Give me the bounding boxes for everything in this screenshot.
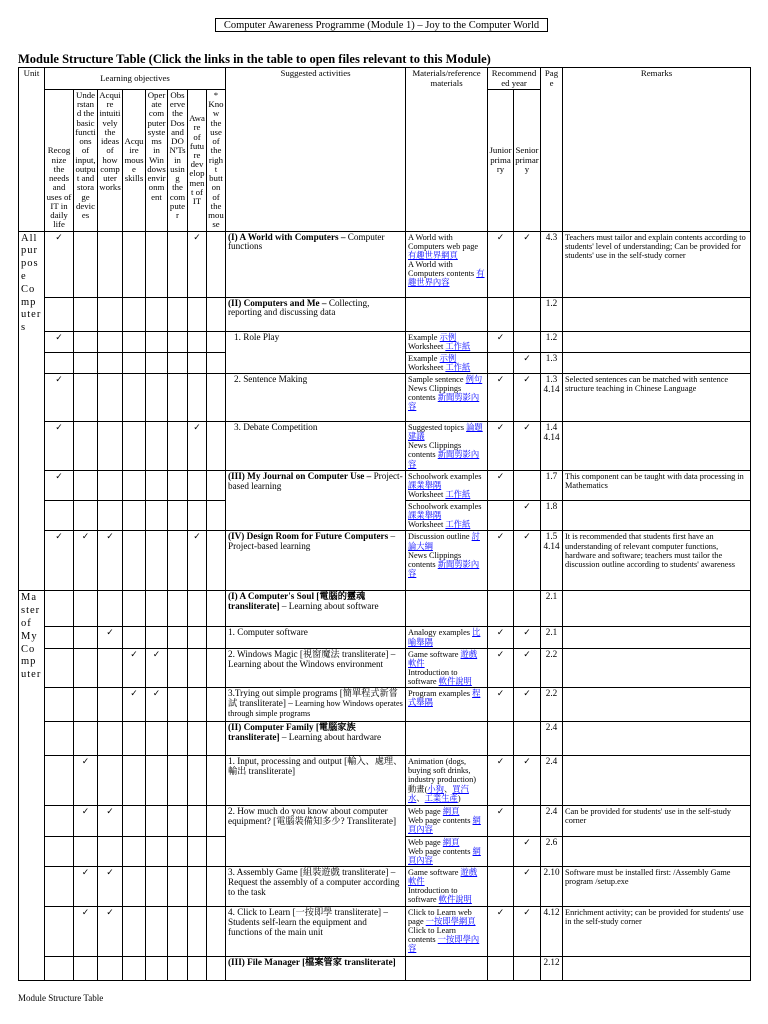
- col-header-unit: Unit: [19, 68, 45, 232]
- document-header-title: Computer Awareness Programme (Module 1) – Joy to the Computer World: [215, 18, 548, 32]
- material-link[interactable]: 有趣世界網頁: [408, 250, 458, 260]
- objective-header: Understand the basic functions of input, output and storage devices: [74, 90, 98, 232]
- activity: (IV) Design Room for Future Computers – Project-based learning: [226, 531, 406, 591]
- page-ref: 2.4: [541, 806, 563, 836]
- table-row: [19, 627, 751, 648]
- material-link[interactable]: 網頁內容: [408, 846, 481, 865]
- material-link[interactable]: 論題建議: [408, 423, 483, 442]
- check-mark: ✓: [488, 531, 514, 591]
- check-mark: ✓: [488, 422, 514, 471]
- check-mark: ✓: [123, 688, 146, 722]
- check-mark: ✓: [45, 470, 74, 500]
- materials: Game software 遊戲軟件 Introduction to software 軟件說明: [406, 866, 488, 906]
- table-row: [19, 648, 751, 688]
- check-mark: ✓: [514, 352, 541, 373]
- activity: 2. How much do you know about computer equipment? [電腦裝備知多少? Transliterate]: [226, 806, 406, 867]
- check-mark: ✓: [74, 866, 98, 906]
- check-mark: ✓: [488, 627, 514, 648]
- check-mark: ✓: [488, 906, 514, 956]
- materials: Schoolwork examples 課業舉隅 Worksheet 工作紙: [406, 470, 488, 500]
- page-ref: 2.6: [541, 836, 563, 866]
- check-mark: ✓: [488, 374, 514, 422]
- material-link[interactable]: 工業生產: [424, 793, 458, 803]
- material-link[interactable]: 新聞剪影內容: [408, 393, 480, 412]
- check-mark: ✓: [514, 374, 541, 422]
- table-row: [19, 422, 751, 471]
- objective-header: Operate computer systems in Windows environment: [146, 90, 168, 232]
- remarks: Software must be installed first: /Assembly Game program /setup.exe: [563, 866, 751, 906]
- page-footer: Module Structure Table: [18, 993, 104, 1003]
- remarks: Enrichment activity; can be provided for students' use in the self-study corner: [563, 906, 751, 956]
- materials: Schoolwork examples 課業舉隅 Worksheet 工作紙: [406, 501, 488, 531]
- check-mark: ✓: [74, 531, 98, 591]
- table-row: [19, 374, 751, 422]
- col-header-remarks: Remarks: [563, 68, 751, 232]
- table-row: [19, 906, 751, 956]
- activity: 1. Role Play: [226, 331, 406, 374]
- activity: (III) My Journal on Computer Use – Project-based learning: [226, 470, 406, 531]
- material-link[interactable]: 示例: [439, 353, 457, 363]
- check-mark: ✓: [514, 648, 541, 688]
- material-link[interactable]: 遊戲軟件: [408, 649, 478, 668]
- materials: Sample sentence 例句 News Clippings contents 新聞剪影內容: [406, 374, 488, 422]
- page-ref: 1.3: [541, 352, 563, 373]
- unit-name: Master of My Computer: [19, 591, 45, 981]
- check-mark: ✓: [45, 531, 74, 591]
- check-mark: ✓: [514, 501, 541, 531]
- col-header-senior: Senior primary: [514, 90, 541, 232]
- page-ref: 2.2: [541, 688, 563, 722]
- col-header-materials: Materials/reference materials: [406, 68, 488, 232]
- check-mark: ✓: [514, 866, 541, 906]
- activity: (I) A World with Computers – Computer functions: [226, 231, 406, 297]
- check-mark: ✓: [74, 756, 98, 806]
- materials: Program examples 程式舉隅: [406, 688, 488, 722]
- material-link[interactable]: 課業舉隅: [408, 480, 442, 490]
- activity: 1. Input, processing and output [輸入、處理、輸出 transliterate]: [226, 756, 406, 806]
- check-mark: ✓: [98, 806, 123, 836]
- col-header-recommended-year: Recommended year: [488, 68, 541, 90]
- table-row: [19, 531, 751, 591]
- page-ref: 1.5 4.14: [541, 531, 563, 591]
- material-link[interactable]: 遊戲軟件: [408, 867, 478, 887]
- page-ref: 4.3: [541, 231, 563, 297]
- activity: 4. Click to Learn [一按即學 transliterate] – Students self-learn the equipment and functions of the main unit: [226, 906, 406, 956]
- table-row: [19, 722, 751, 756]
- page-ref: 2.2: [541, 648, 563, 688]
- activity: 3.Trying out simple programs [簡單程式新嘗試 transliterate] – Learning how Windows operates through simple programs: [226, 688, 406, 722]
- remarks: Can be provided for students' use in the self-study corner: [563, 806, 751, 836]
- col-header-activities: Suggested activities: [226, 68, 406, 232]
- check-mark: ✓: [488, 756, 514, 806]
- check-mark: ✓: [45, 331, 74, 352]
- table-row: [19, 297, 751, 331]
- page-ref: 2.12: [541, 956, 563, 980]
- check-mark: ✓: [488, 648, 514, 688]
- materials: Suggested topics 論題建議 News Clippings contents 新聞剪影內容: [406, 422, 488, 471]
- material-link[interactable]: 例句: [465, 375, 483, 385]
- material-link[interactable]: 課業舉隅: [408, 511, 442, 521]
- table-row: [19, 231, 751, 297]
- material-link[interactable]: 新聞剪影內容: [408, 559, 480, 578]
- table-row: [19, 470, 751, 500]
- material-link[interactable]: 軟件說明: [438, 895, 472, 905]
- materials: Analogy examples 比喻舉隅: [406, 627, 488, 648]
- table-row: [19, 591, 751, 627]
- col-header-junior: Junior primary: [488, 90, 514, 232]
- objective-header: Observe the Dos and DON'Ts in using the computer: [168, 90, 188, 232]
- material-link[interactable]: 網頁內容: [408, 816, 481, 835]
- material-link[interactable]: 討論大綱: [408, 532, 480, 551]
- module-structure-table: [18, 67, 751, 981]
- activity: 1. Computer software: [226, 627, 406, 648]
- table-row: [19, 866, 751, 906]
- objective-header: * Know the use of the right button of the mouse: [208, 90, 224, 230]
- table-title: Module Structure Table (Click the links in the table to open files relevant to this Module): [18, 52, 491, 66]
- remarks: It is recommended that students first have an understanding of relevant computer functions, hardware and software; teachers must tailor the discussion outline according to students' awareness: [563, 531, 751, 591]
- col-header-page: Page: [541, 68, 563, 232]
- material-link[interactable]: 網頁: [442, 807, 460, 817]
- table-row: [19, 756, 751, 806]
- objective-header: Recognize the needs and uses of IT in daily life: [45, 90, 74, 232]
- material-link[interactable]: 新聞剪影內容: [408, 450, 480, 469]
- check-mark: ✓: [98, 531, 123, 591]
- material-link[interactable]: 一按即學內容: [408, 935, 480, 954]
- objective-header: Acquire mouse skills: [123, 90, 146, 232]
- check-mark: ✓: [488, 688, 514, 722]
- check-mark: ✓: [488, 331, 514, 352]
- page-ref: 1.2: [541, 297, 563, 331]
- materials: Click to Learn web page 一按即學網頁 Click to Learn contents 一按即學內容: [406, 906, 488, 956]
- check-mark: ✓: [45, 422, 74, 471]
- check-mark: ✓: [146, 688, 168, 722]
- check-mark: ✓: [98, 627, 123, 648]
- page-ref: 2.10: [541, 866, 563, 906]
- check-mark: ✓: [123, 648, 146, 688]
- page-ref: 2.4: [541, 756, 563, 806]
- unit-name: All purpose Computers: [19, 231, 45, 591]
- objective-header: Acquire intuitively the ideas of how computer works: [98, 90, 123, 232]
- materials: Web page 網頁 Web page contents 網頁內容: [406, 836, 488, 866]
- check-mark: ✓: [488, 231, 514, 297]
- check-mark: ✓: [488, 806, 514, 836]
- activity: 3. Assembly Game [組裝遊戲 transliterate] – Request the assembly of a computer according to the task: [226, 866, 406, 906]
- check-mark: ✓: [146, 648, 168, 688]
- remarks: This component can be taught with data processing in Mathematics: [563, 470, 751, 500]
- table-row: [19, 331, 751, 352]
- materials: Animation (dogs, buying soft drinks, industry production) 動畫(小狗、買汽水、工業生產): [406, 756, 488, 806]
- materials: Web page 網頁 Web page contents 網頁內容: [406, 806, 488, 836]
- check-mark: ✓: [514, 756, 541, 806]
- page-ref: 1.4 4.14: [541, 422, 563, 471]
- material-link[interactable]: 買汽水: [408, 784, 469, 803]
- activity: 2. Windows Magic [視窗魔法 transliterate] – Learning about the Windows environment: [226, 648, 406, 688]
- check-mark: ✓: [514, 906, 541, 956]
- material-link[interactable]: 工作紙: [445, 489, 471, 499]
- page-ref: 2.4: [541, 722, 563, 756]
- check-mark: ✓: [514, 531, 541, 591]
- remarks: Teachers must tailor and explain contents according to students' level of understanding; Can be provided for students' use in the self-study corner: [563, 231, 751, 297]
- activity: (II) Computers and Me – Collecting, reporting and discussing data: [226, 297, 406, 331]
- page-ref: 1.8: [541, 501, 563, 531]
- material-link[interactable]: 有趣世界內容: [408, 269, 485, 288]
- check-mark: ✓: [188, 531, 207, 591]
- table-row: [19, 806, 751, 836]
- material-link[interactable]: 工作紙: [445, 341, 471, 351]
- check-mark: ✓: [514, 422, 541, 471]
- check-mark: ✓: [514, 836, 541, 866]
- remarks: Selected sentences can be matched with sentence structure teaching in Chinese Language: [563, 374, 751, 422]
- check-mark: ✓: [98, 906, 123, 956]
- page-ref: 2.1: [541, 591, 563, 627]
- check-mark: ✓: [514, 627, 541, 648]
- page-ref: 1.7: [541, 470, 563, 500]
- material-link[interactable]: 小狗: [427, 784, 444, 794]
- materials: Example 示例 Worksheet 工作紙: [406, 352, 488, 373]
- activity: 2. Sentence Making: [226, 374, 406, 422]
- material-link[interactable]: 一按即學網頁: [425, 917, 476, 927]
- material-link[interactable]: 程式舉隅: [408, 689, 481, 708]
- materials: Discussion outline 討論大綱 News Clippings contents 新聞剪影內容: [406, 531, 488, 591]
- check-mark: ✓: [188, 422, 207, 471]
- check-mark: ✓: [488, 470, 514, 500]
- materials: A World with Computers web page 有趣世界網頁 A World with Computers contents 有趣世界內容: [406, 231, 488, 297]
- material-link[interactable]: 工作紙: [445, 520, 471, 530]
- material-link[interactable]: 示例: [439, 332, 457, 342]
- materials: Example 示例 Worksheet 工作紙: [406, 331, 488, 352]
- material-link[interactable]: 比喻舉隅: [408, 628, 481, 647]
- page-ref: 2.1: [541, 627, 563, 648]
- check-mark: ✓: [514, 688, 541, 722]
- check-mark: ✓: [45, 231, 74, 297]
- col-header-objectives: Learning objectives: [45, 68, 226, 90]
- check-mark: ✓: [74, 806, 98, 836]
- table-row: [19, 956, 751, 980]
- check-mark: ✓: [45, 374, 74, 422]
- material-link[interactable]: 軟件說明: [438, 677, 472, 687]
- page-ref: 1.2: [541, 331, 563, 352]
- check-mark: ✓: [98, 866, 123, 906]
- activity: (I) A Computer's Soul [電腦的靈魂 transliterate] – Learning about software: [226, 591, 406, 627]
- page-ref: 1.3 4.14: [541, 374, 563, 422]
- page-ref: 4.12: [541, 906, 563, 956]
- table-row: [19, 688, 751, 722]
- activity: 3. Debate Competition: [226, 422, 406, 471]
- material-link[interactable]: 工作紙: [445, 362, 471, 372]
- materials: Game software 遊戲軟件 Introduction to software 軟件說明: [406, 648, 488, 688]
- objective-header: Aware of future development of IT: [188, 90, 207, 232]
- check-mark: ✓: [74, 906, 98, 956]
- check-mark: ✓: [188, 231, 207, 297]
- material-link[interactable]: 網頁: [442, 837, 460, 847]
- activity: (II) Computer Family [電腦家族 transliterate] – Learning about hardware: [226, 722, 406, 756]
- check-mark: ✓: [514, 231, 541, 297]
- activity: (III) File Manager [檔案管家 transliterate]: [226, 956, 406, 980]
